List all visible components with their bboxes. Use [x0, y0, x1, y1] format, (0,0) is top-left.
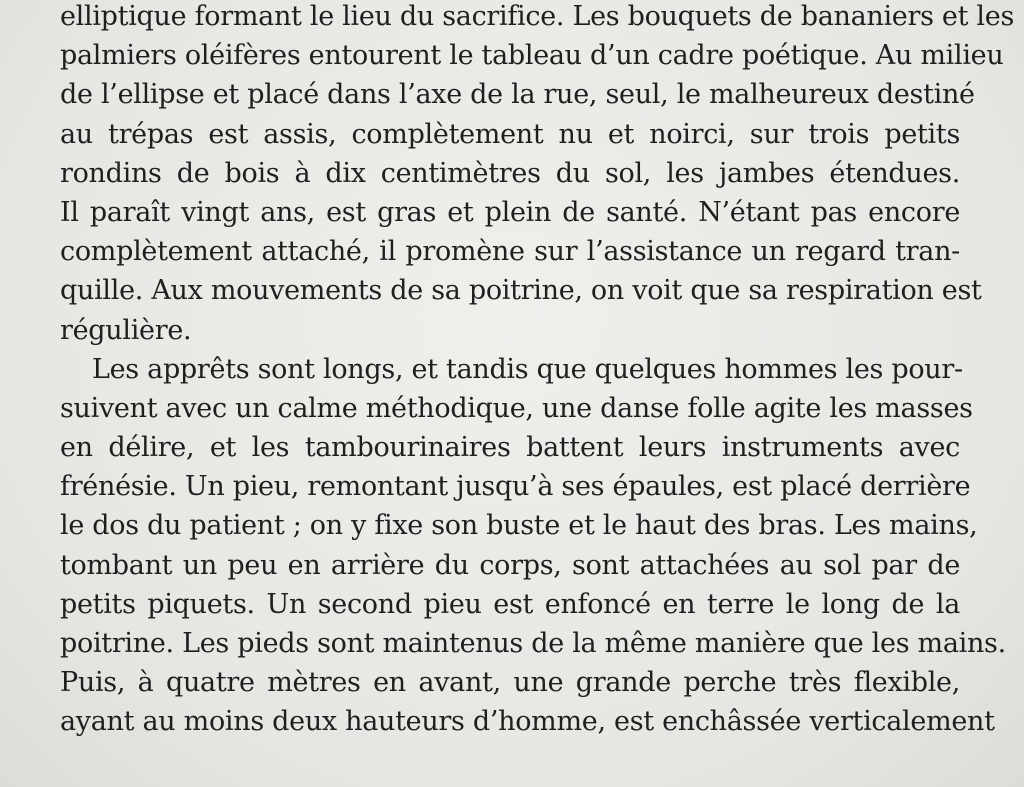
text-line: suivent avec un calme méthodique, une danse folle agite les masses	[60, 392, 973, 424]
text-line: palmiers oléifères entourent le tableau d’un cadre poétique. Au milieu	[60, 40, 1004, 72]
text-line: le dos du patient ; on y fixe son buste et le haut des bras. Les mains,	[60, 510, 978, 542]
text-line: Il paraît vingt ans, est gras et plein de santé. N’étant pas encore	[60, 196, 960, 228]
text-line: de l’ellipse et placé dans l’axe de la rue, seul, le malheureux destiné	[60, 79, 975, 111]
text-line: Les apprêts sont longs, et tandis que quelques hommes les pour-	[92, 353, 963, 385]
text-line: poitrine. Les pieds sont maintenus de la même manière que les mains.	[60, 628, 1006, 659]
paragraph-1	[60, 0, 1015, 350]
text-line: frénésie. Un pieu, remontant jusqu’à ses épaules, est placé derrière	[60, 471, 971, 503]
text-line: elliptique formant le lieu du sacrifice. Les bouquets de bananiers et les	[60, 1, 1015, 32]
paragraph-2	[60, 350, 1006, 742]
text-line: tombant un peu en arrière du corps, sont attachées au sol par de	[60, 549, 960, 581]
text-line: ayant au moins deux hauteurs d’homme, est enchâssée verticalement	[60, 706, 995, 738]
text-line: petits piquets. Un second pieu est enfoncé en terre le long de la	[60, 588, 960, 620]
text-line: Puis, à quatre mètres en avant, une grande perche très flexible,	[60, 667, 960, 699]
text-line: régulière.	[60, 314, 192, 346]
page-text	[60, 0, 1015, 742]
text-line: complètement attaché, il promène sur l’assistance un regard tran-	[60, 236, 960, 268]
text-line: au trépas est assis, complètement nu et noirci, sur trois petits	[60, 118, 960, 150]
text-line: en délire, et les tambourinaires battent leurs instruments avec	[60, 432, 960, 464]
text-line: rondins de bois à dix centimètres du sol, les jambes étendues.	[60, 157, 960, 189]
text-line: quille. Aux mouvements de sa poitrine, on voit que sa respiration est	[60, 275, 982, 307]
